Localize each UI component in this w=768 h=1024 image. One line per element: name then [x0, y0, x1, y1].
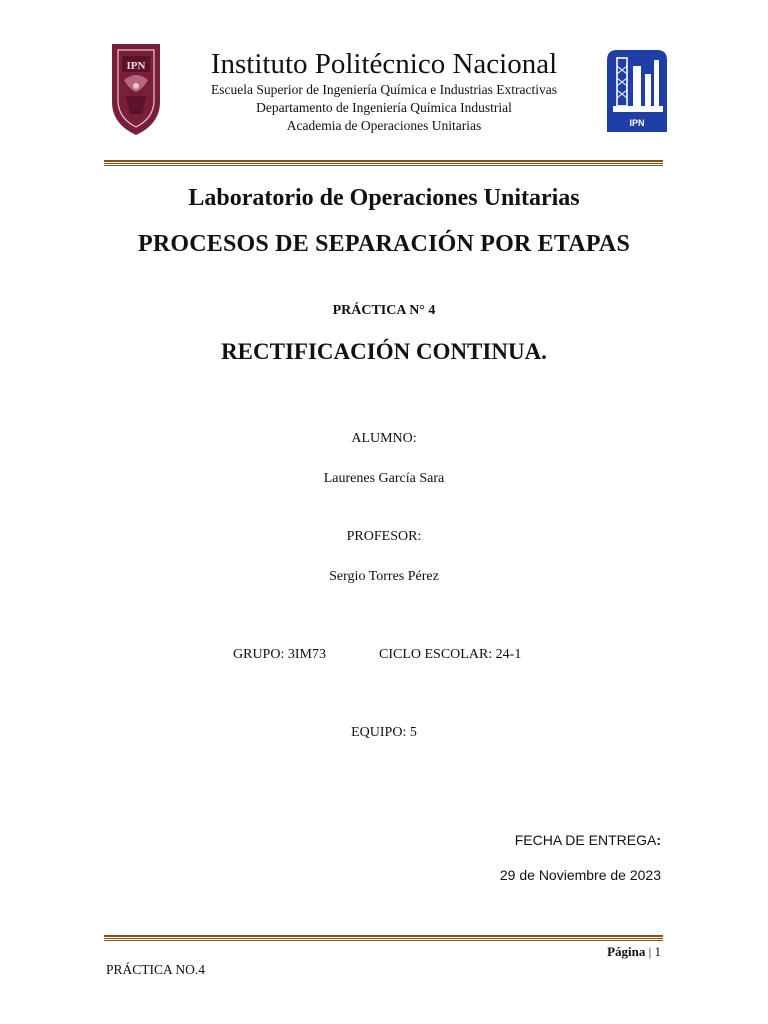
group-info: GRUPO: 3IM73: [233, 647, 326, 662]
student-name: Laurenes García Sara: [323, 471, 445, 486]
team-info: EQUIPO: 5: [351, 725, 417, 740]
practice-number: PRÁCTICA N° 4: [332, 303, 436, 318]
page-number: [607, 944, 661, 960]
page-number-value: 1: [654, 944, 661, 959]
school-name: Escuela Superior de Ingeniería Química e Industrias Extractivas: [211, 82, 557, 97]
practice-title: RECTIFICACIÓN CONTINUA.: [221, 339, 547, 364]
delivery-date-colon: :: [656, 832, 661, 848]
lab-title: Laboratorio de Operaciones Unitarias: [188, 185, 580, 211]
professor-label: PROFESOR:: [346, 529, 422, 544]
page-separator: |: [645, 944, 655, 959]
page-word: Página: [607, 944, 646, 959]
footer-practice-label: PRÁCTICA NO.4: [106, 962, 206, 977]
professor-name: Sergio Torres Pérez: [329, 569, 439, 584]
delivery-date-label: [515, 832, 661, 848]
department-name: Departamento de Ingeniería Química Industrial: [256, 100, 512, 115]
school-cycle: CICLO ESCOLAR: 24-1: [379, 647, 522, 662]
delivery-date: 29 de Noviembre de 2023: [499, 867, 661, 883]
course-title: PROCESOS DE SEPARACIÓN POR ETAPAS: [138, 231, 630, 257]
svg-text:IPN: IPN: [126, 60, 146, 72]
footer-divider: [104, 935, 663, 941]
header-divider: [104, 160, 663, 166]
student-label: ALUMNO:: [351, 431, 417, 446]
institution-title: Instituto Politécnico Nacional: [210, 48, 558, 80]
svg-text:IPN: IPN: [629, 118, 645, 128]
delivery-date-label-text: FECHA DE ENTREGA: [514, 832, 657, 848]
academy-name: Academia de Operaciones Unitarias: [286, 118, 482, 133]
